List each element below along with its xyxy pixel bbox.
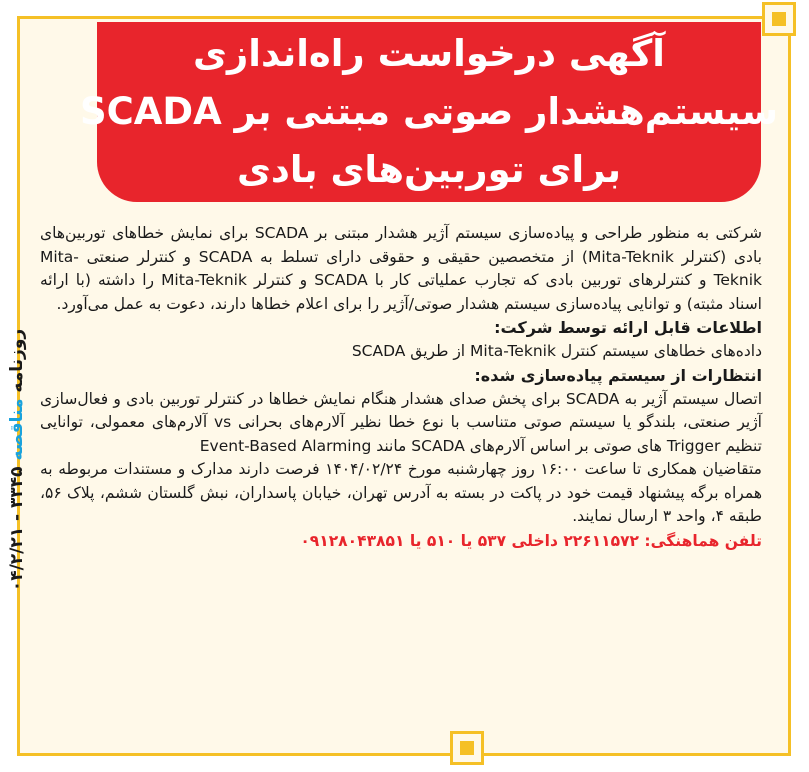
title-line-2: سیستم‌هشدار صوتی مبتنی بر SCADA xyxy=(79,90,779,133)
corner-dot xyxy=(460,741,474,755)
title-line-3: برای توربین‌های بادی xyxy=(236,148,622,191)
side-label-text xyxy=(7,329,27,591)
closing-paragraph: متقاضیان همکاری تا ساعت ۱۶:۰۰ روز چهارشنبه مورخ ۱۴۰۴/۰۲/۲۴ فرصت دارند مدارک و مستندات مربوطه به همراه برگه پیشنهاد قیمت خود در پاکت در بسته به آدرس تهران، خیابان پاسداران، نبش گلستان ششم، پلاک ۵۶، طبقه ۴، واحد ۳ ارسال نمایند. xyxy=(40,460,762,525)
section-1-text: داده‌های خطاهای سیستم کنترل Mita-Teknik از طریق SCADA xyxy=(351,342,762,360)
contact-phone: تلفن هماهنگی: ۲۲۶۱۱۵۷۲ داخلی ۵۳۷ یا ۵۱۰ یا ۰۹۱۲۸۰۴۳۸۵۱ xyxy=(300,531,762,550)
corner-decoration-bottom xyxy=(450,731,484,765)
section-2-text: اتصال سیستم آژیر به SCADA برای پخش صدای هشدار هنگام نمایش خطاها در کنترلر توربین بادی و فعال‌سازی آژیر صنعتی، بلندگو یا سیستم صوتی متناسب با نوع خطا نظیر آلارم‌های بحرانی vs آلارم‌های معمولی، توانایی تنظیم Trigger های صوتی بر اساس آلارم‌های SCADA مانند Event-Based Alarming xyxy=(40,389,762,455)
intro-paragraph: شرکتی به منظور طراحی و پیاده‌سازی سیستم آژیر هشدار مبتنی بر SCADA برای نمایش خطاهای توربین‌های بادی (کنترلر Mita-Teknik) از متخصصین حقیقی و حقوقی دارای تسلط به SCADA و کنترلر صنعتی Mita-Teknik و کنترلرهای توربین بادی که تجارب عملیاتی کار با SCADA و کنترلر Mita-Teknik را داشته (با ارائه اسناد مثبته) و توانایی پیاده‌سازی سیستم هشدار صوتی/آژیر را برای اعلام خطاها دارند، دعوت به عمل می‌آورد. xyxy=(40,224,763,313)
side-label-prefix: روزنامه xyxy=(7,328,27,393)
ad-body xyxy=(40,222,762,553)
title-banner xyxy=(79,22,779,202)
section-2-title: انتظارات از سیستم پیاده‌سازی شده: xyxy=(474,365,762,385)
corner-dot xyxy=(772,12,786,26)
issue-number: ۳۳۴۵ - ۰۴/۲/۲۱ xyxy=(7,466,27,592)
section-1-title: اطلاعات قابل ارائه توسط شرکت: xyxy=(494,318,762,337)
newspaper-brand: مناقصه xyxy=(7,398,27,461)
title-line-1: آگهی درخواست راه‌اندازی xyxy=(193,32,665,75)
newspaper-side-label xyxy=(2,320,32,600)
corner-decoration-top xyxy=(762,2,796,36)
